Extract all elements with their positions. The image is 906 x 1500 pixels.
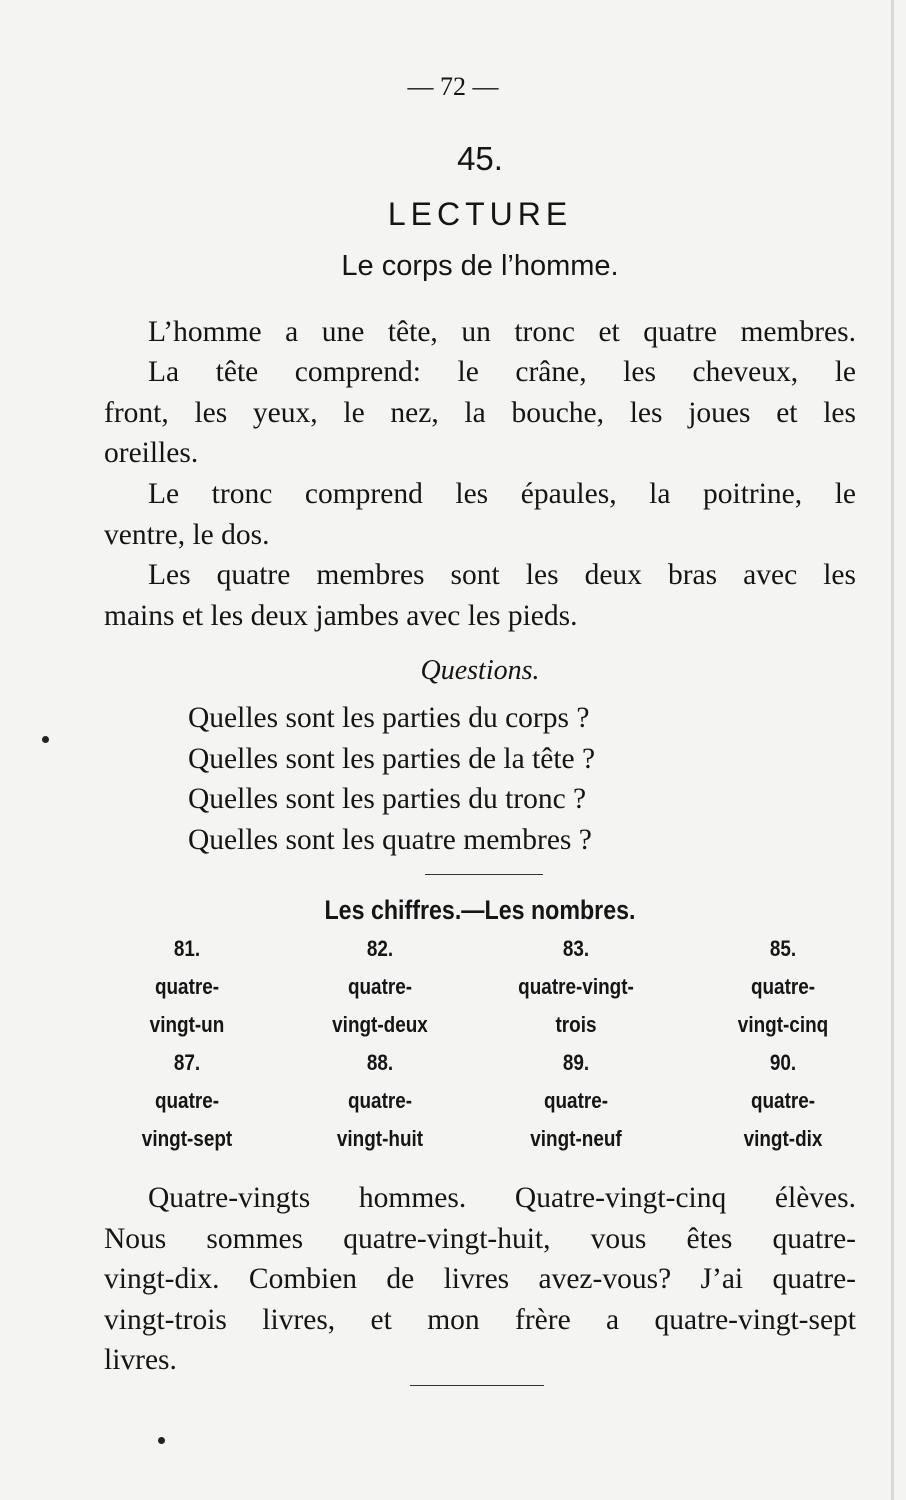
paragraph-line: front, les yeux, le nez, la bouche, les joues et les [104, 396, 856, 429]
numbers-row [0, 1050, 906, 1088]
number-label: 88. [366, 1050, 394, 1075]
number-word: quatre- [154, 974, 220, 999]
question-item: Quelles sont les parties de la tête ? [188, 742, 596, 775]
number-word: quatre- [750, 1088, 816, 1113]
paragraph-line: oreilles. [104, 437, 199, 469]
questions-list [188, 698, 595, 860]
number-word: quatre- [750, 974, 816, 999]
paragraph-line: Nous sommes quatre-vingt-huit, vous êtes quatre- [104, 1222, 856, 1255]
paragraph-line: La tête comprend: le crâne, les cheveux, le [148, 356, 856, 388]
number-label: 81. [173, 936, 201, 961]
numbers-row [0, 1126, 906, 1164]
number-word: quatre- [347, 974, 413, 999]
paragraph-4 [104, 555, 856, 636]
numbers-row [0, 936, 906, 974]
number-word: vingt-un [149, 1012, 225, 1037]
question-item: Quelles sont les parties du tronc ? [188, 783, 587, 815]
numbers-row [0, 1088, 906, 1126]
number-label: 83. [562, 936, 590, 961]
questions-heading: Questions. [420, 655, 540, 686]
section-title: LECTURE [387, 196, 573, 232]
paragraph-line: mains et les deux jambes avec les pieds. [104, 599, 578, 632]
paragraph-line: Les quatre membres sont les deux bras avec les [148, 559, 856, 591]
numbers-title: Les chiffres.—Les nombres. [324, 895, 636, 925]
lesson-number: 45. [457, 140, 503, 177]
paragraph-line: ventre, le dos. [104, 518, 270, 551]
ink-dot [158, 1437, 165, 1444]
lesson-subtitle: Le corps de l’homme. [341, 250, 619, 282]
number-label: 87. [173, 1050, 201, 1075]
number-word: vingt-dix [743, 1126, 823, 1151]
ink-dot [42, 736, 49, 743]
paragraph-line: vingt-trois livres, et mon frère a quatre-vingt-sept [104, 1303, 856, 1336]
closing-paragraph [104, 1178, 856, 1381]
number-word: trois [555, 1012, 597, 1037]
number-label: 89. [562, 1050, 590, 1075]
number-word: quatre- [543, 1088, 609, 1113]
paragraph-line: livres. [104, 1344, 177, 1376]
page-number: — 72 — [407, 72, 499, 101]
end-rule [410, 1385, 544, 1386]
number-word: quatre-vingt- [518, 974, 634, 999]
number-word: vingt-huit [336, 1126, 424, 1151]
number-word: vingt-deux [332, 1012, 428, 1037]
number-word: vingt-cinq [737, 1012, 829, 1037]
number-word: quatre- [347, 1088, 413, 1113]
numbers-row [0, 974, 906, 1012]
question-item: Quelles sont les parties du corps ? [188, 702, 590, 734]
number-word: vingt-neuf [530, 1126, 622, 1151]
number-word: quatre- [154, 1088, 220, 1113]
question-item: Quelles sont les quatre membres ? [188, 823, 592, 856]
paragraph-1 [104, 312, 856, 353]
number-label: 85. [769, 936, 797, 961]
number-word: vingt-sept [141, 1126, 233, 1151]
divider-rule [425, 874, 543, 875]
paragraph-line: L’homme a une tête, un tronc et quatre membres. [148, 316, 856, 348]
number-label: 90. [769, 1050, 797, 1075]
number-label: 82. [366, 936, 394, 961]
numbers-row [0, 1012, 906, 1050]
paragraph-2 [104, 352, 856, 474]
paragraph-line: Le tronc comprend les épaules, la poitrine, le [148, 478, 856, 510]
numbers-grid [0, 936, 906, 1164]
paragraph-line: vingt-dix. Combien de livres avez-vous? J’ai quatre- [104, 1263, 856, 1295]
paragraph-3 [104, 474, 856, 555]
paragraph-line: Quatre-vingts hommes. Quatre-vingt-cinq élèves. [148, 1182, 856, 1214]
